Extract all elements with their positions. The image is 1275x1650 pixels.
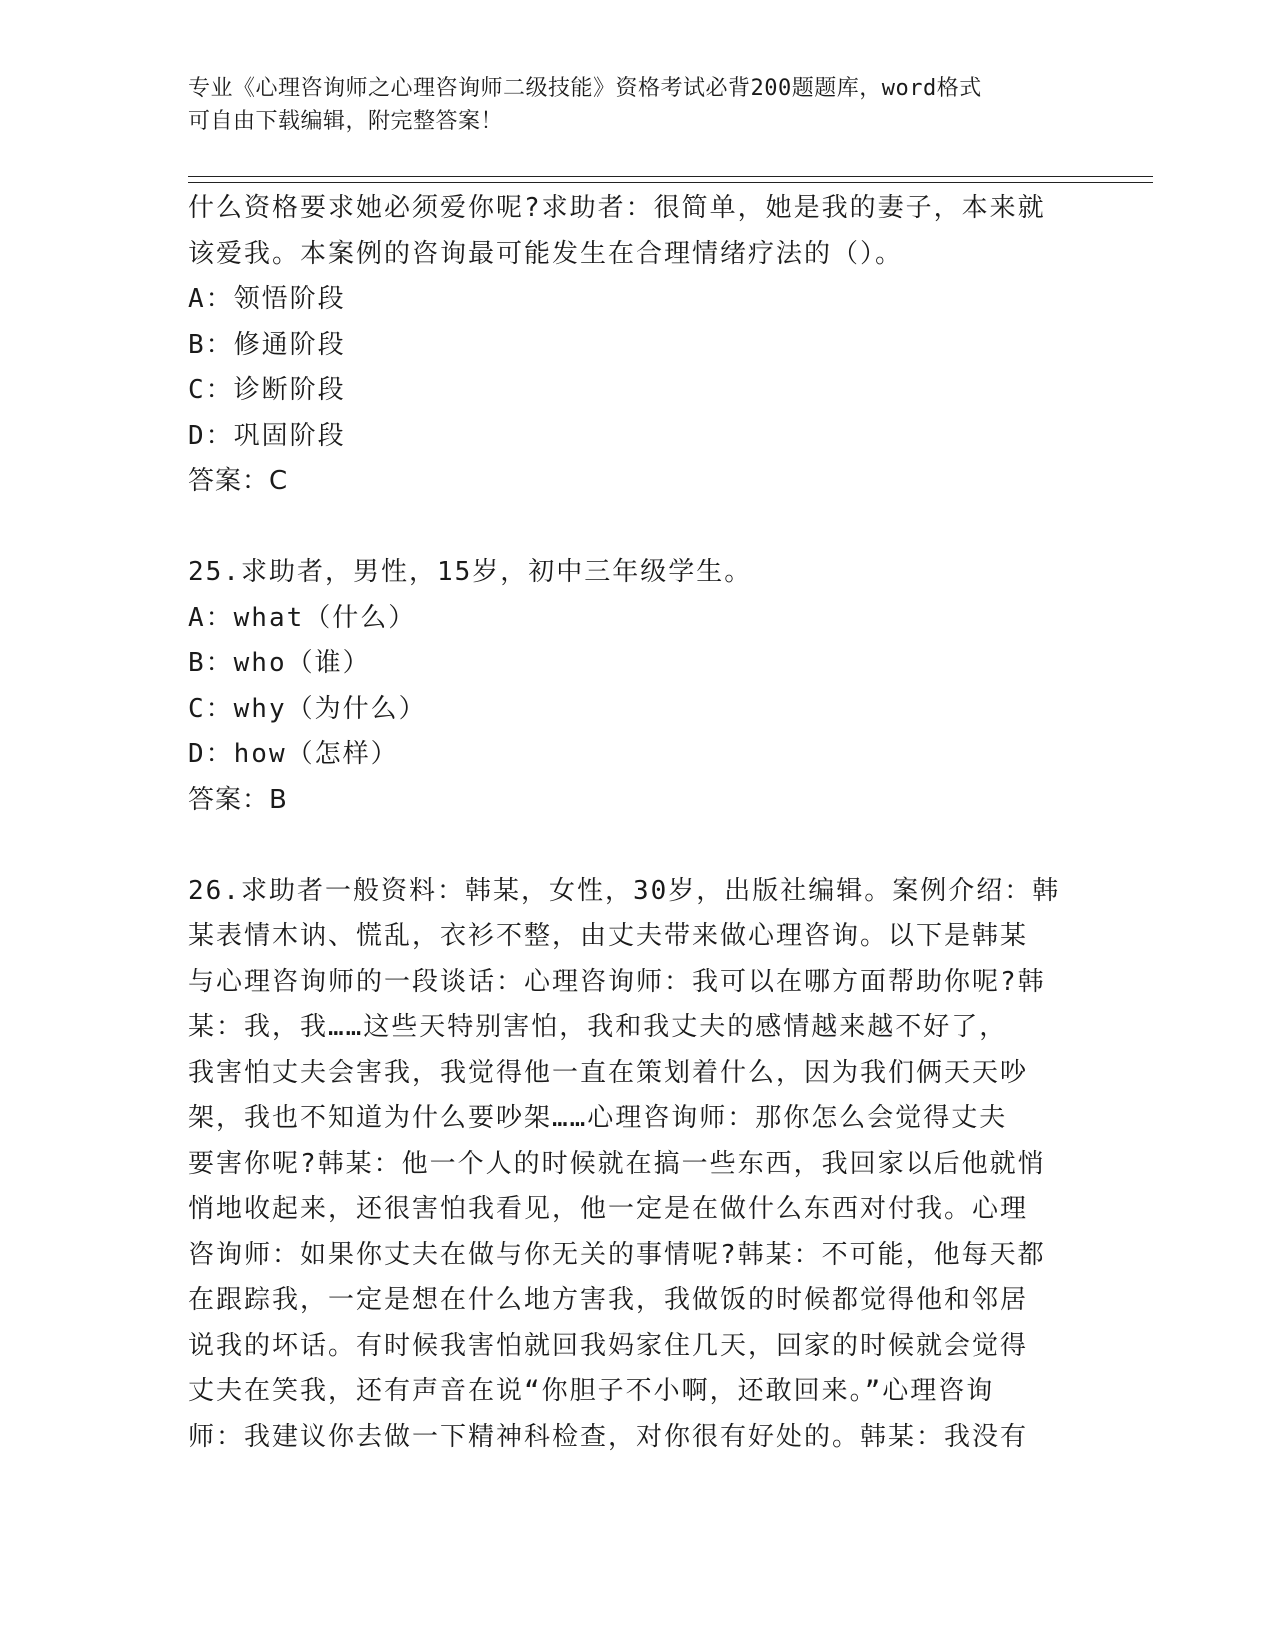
question-26-line: 在跟踪我，一定是想在什么地方害我，我做饭的时候都觉得他和邻居 xyxy=(188,1285,1029,1315)
question-25-option-b: B：who（谁） xyxy=(188,648,371,678)
document-header xyxy=(188,72,1068,138)
question-26-line: 悄地收起来，还很害怕我看见，他一定是在做什么东西对付我。心理 xyxy=(188,1194,1029,1224)
question-25-option-a: A：what（什么） xyxy=(188,602,417,633)
question-26-line: 架，我也不知道为什么要吵架……心理咨询师：那你怎么会觉得丈夫 xyxy=(188,1103,1008,1133)
question-26-line: 某表情木讷、慌乱，衣衫不整，由丈夫带来做心理咨询。以下是韩某 xyxy=(188,921,1029,951)
question-25-option-c: C：why（为什么） xyxy=(188,693,427,724)
question-24-stem-line-2: 该爱我。本案例的咨询最可能发生在合理情绪疗法的（）。 xyxy=(188,238,904,269)
question-25-stem: 25.求助者，男性，15岁，初中三年级学生。 xyxy=(188,557,753,587)
question-24-option-c: C：诊断阶段 xyxy=(188,375,346,405)
document-body xyxy=(188,186,1088,1460)
question-26-line: 与心理咨询师的一段谈话：心理咨询师：我可以在哪方面帮助你呢?韩 xyxy=(188,966,1046,997)
question-24-answer: 答案：C xyxy=(188,466,289,496)
question-26-line: 咨询师：如果你丈夫在做与你无关的事情呢?韩某：不可能，他每天都 xyxy=(188,1239,1046,1270)
header-divider-bottom xyxy=(188,182,1153,183)
question-24-stem-line-1: 什么资格要求她必须爱你呢?求助者：很简单，她是我的妻子，本来就 xyxy=(188,193,1046,223)
header-line-2: 可自由下载编辑，附完整答案！ xyxy=(188,109,504,134)
header-divider-top xyxy=(188,176,1153,177)
question-25-option-d: D：how（怎样） xyxy=(188,739,399,769)
question-25 xyxy=(188,550,1088,823)
question-26-line: 丈夫在笑我，还有声音在说“你胆子不小啊，还敢回来。”心理咨询 xyxy=(188,1376,995,1406)
spacer xyxy=(188,505,1088,551)
question-24-option-d: D：巩固阶段 xyxy=(188,420,346,451)
question-26-line: 某：我，我……这些天特别害怕，我和我丈夫的感情越来越不好了， xyxy=(188,1012,1008,1042)
question-24 xyxy=(188,186,1088,505)
question-26-line: 师：我建议你去做一下精神科检查，对你很有好处的。韩某：我没有 xyxy=(188,1421,1029,1452)
question-24-option-a: A：领悟阶段 xyxy=(188,284,346,314)
question-26 xyxy=(188,869,1088,1461)
question-26-line: 26.求助者一般资料：韩某，女性，30岁，出版社编辑。案例介绍：韩 xyxy=(188,875,1061,906)
spacer xyxy=(188,823,1088,869)
question-24-option-b: B：修通阶段 xyxy=(188,329,346,360)
question-26-line: 要害你呢?韩某：他一个人的时候就在搞一些东西，我回家以后他就悄 xyxy=(188,1148,1046,1179)
question-25-answer: 答案：B xyxy=(188,784,288,815)
question-26-line: 说我的坏话。有时候我害怕就回我妈家住几天，回家的时候就会觉得 xyxy=(188,1330,1029,1361)
header-line-1: 专业《心理咨询师之心理咨询师二级技能》资格考试必背200题题库，word格式 xyxy=(188,76,982,101)
question-26-line: 我害怕丈夫会害我，我觉得他一直在策划着什么，因为我们俩天天吵 xyxy=(188,1057,1029,1088)
